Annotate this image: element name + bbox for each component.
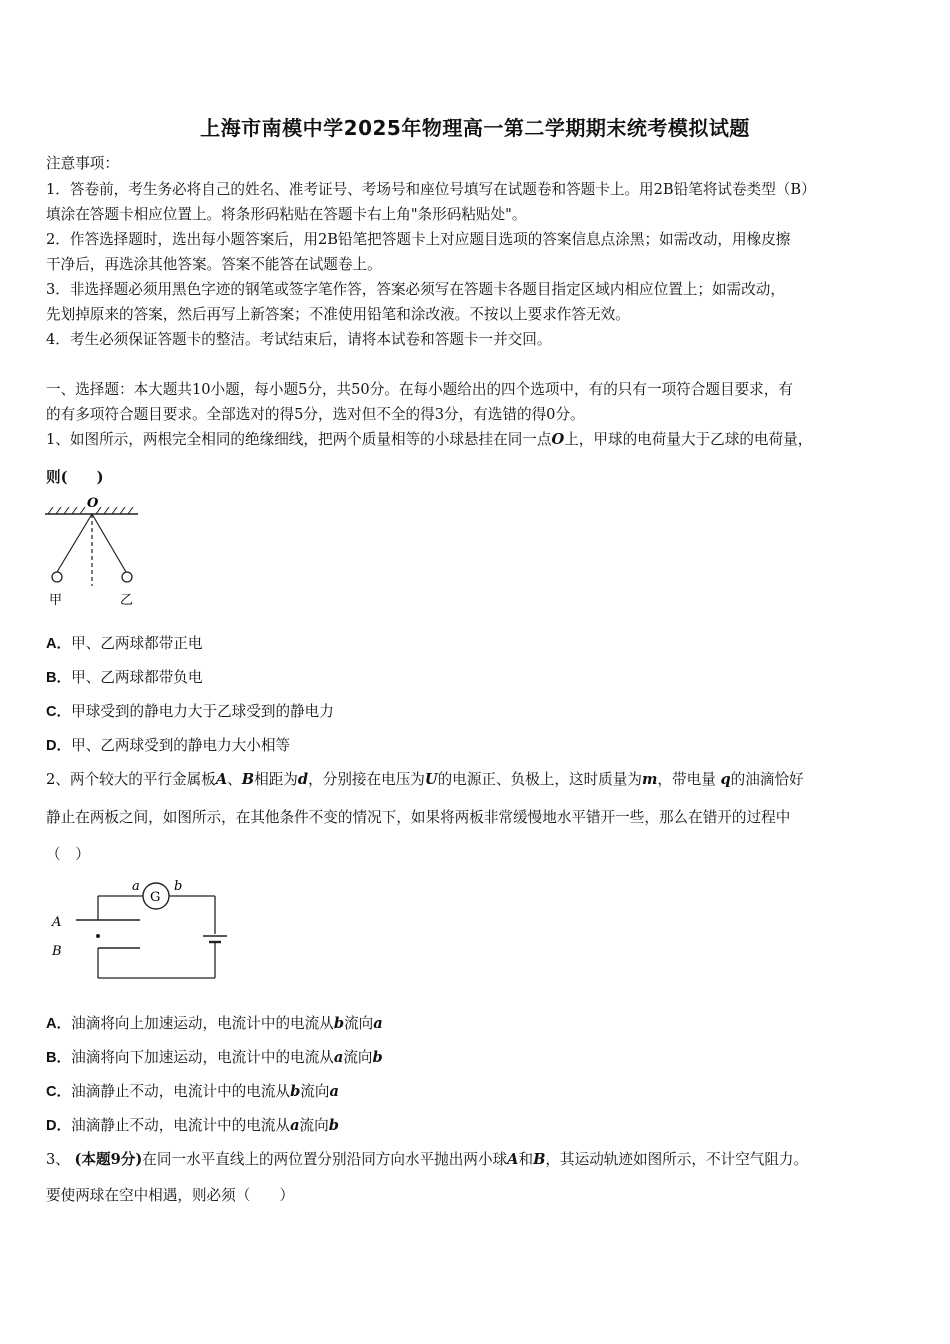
section-intro: 的有多项符合题目要求。全部选对的得5分，选对但不全的得3分，有选错的得0分。 <box>46 406 585 423</box>
galvanometer-label: G <box>150 890 161 905</box>
notice-line: 1．答卷前，考生务必将自己的姓名、准考证号、考场号和座位号填写在试题卷和答题卡上。用2B铅笔将试卷类型（B） <box>46 181 816 198</box>
section-intro: 一、选择题：本大题共10小题，每小题5分，共50分。在每小题给出的四个选项中，有的只有一项符合题目要求，有 <box>46 381 793 398</box>
question-2-option: B．油滴将向下加速运动，电流计中的电流从a流向b <box>46 1049 383 1066</box>
question-1-stem: 1、如图所示，两根完全相同的绝缘细线，把两个质量相等的小球悬挂在同一点O上，甲球的电荷量大于乙球的电荷量， <box>46 431 813 448</box>
plate-a-label: A <box>52 915 62 930</box>
node-a-label: a <box>132 879 140 894</box>
notice-heading: 注意事项： <box>46 155 119 172</box>
question-2-stem: 2、两个较大的平行金属板A、B相距为d，分别接在电压为U的电源正、负极上，这时质量为m，带电量 q的油滴恰好 <box>46 771 804 788</box>
point-o-label: O <box>87 496 99 511</box>
notice-line: 2．作答选择题时，选出每小题答案后，用2B铅笔把答题卡上对应题目选项的答案信息点涂黑；如需改动，用橡皮擦 <box>46 231 791 248</box>
question-1-option: D．甲、乙两球受到的静电力大小相等 <box>46 737 291 754</box>
question-1-option: A．甲、乙两球都带正电 <box>46 635 203 652</box>
question-2-stem-line: 静止在两板之间，如图所示，在其他条件不变的情况下，如果将两板非常缓慢地水平错开一些，那么在错开的过程中 <box>46 809 791 826</box>
ball-left-label: 甲 <box>49 593 63 608</box>
notice-line: 先划掉原来的答案，然后再写上新答案；不准使用铅笔和涂改液。不按以上要求作答无效。 <box>46 306 630 323</box>
node-b-label: b <box>174 879 183 894</box>
question-1-figure <box>40 492 150 610</box>
plate-b-label: B <box>52 944 62 959</box>
ball-right-label: 乙 <box>120 593 134 608</box>
page-title: 上海市南模中学2025年物理高一第二学期期末统考模拟试题 <box>200 116 750 140</box>
question-2-option: D．油滴静止不动，电流计中的电流从a流向b <box>46 1117 339 1134</box>
notice-line: 4．考生必须保证答题卡的整洁。考试结束后，请将本试卷和答题卡一并交回。 <box>46 331 552 348</box>
notice-line: 填涂在答题卡相应位置上。将条形码粘贴在答题卡右上角"条形码粘贴处"。 <box>46 206 527 223</box>
question-1-stem-end: 则( ) <box>46 469 104 486</box>
question-2-option: A．油滴将向上加速运动，电流计中的电流从b流向a <box>46 1015 383 1032</box>
question-2-figure <box>46 874 236 986</box>
ball-left <box>52 572 62 582</box>
oil-drop <box>96 934 100 938</box>
notice-line: 干净后，再选涂其他答案。答案不能答在试题卷上。 <box>46 256 382 273</box>
question-1-option: B．甲、乙两球都带负电 <box>46 669 203 686</box>
question-1-option: C．甲球受到的静电力大于乙球受到的静电力 <box>46 703 334 720</box>
question-3-stem: 3、 (本题9分)在同一水平直线上的两位置分别沿同方向水平抛出两小球A和B，其运动轨迹如图所示，不计空气阻力。 <box>46 1151 809 1168</box>
ball-right <box>122 572 132 582</box>
question-3-stem-end: 要使两球在空中相遇，则必须（ ） <box>46 1187 295 1204</box>
question-2-stem-end: （ ） <box>46 846 90 863</box>
notice-line: 3．非选择题必须用黑色字迹的钢笔或签字笔作答，答案必须写在答题卡各题目指定区域内相应位置上；如需改动， <box>46 281 785 298</box>
question-2-option: C．油滴静止不动，电流计中的电流从b流向a <box>46 1083 339 1100</box>
